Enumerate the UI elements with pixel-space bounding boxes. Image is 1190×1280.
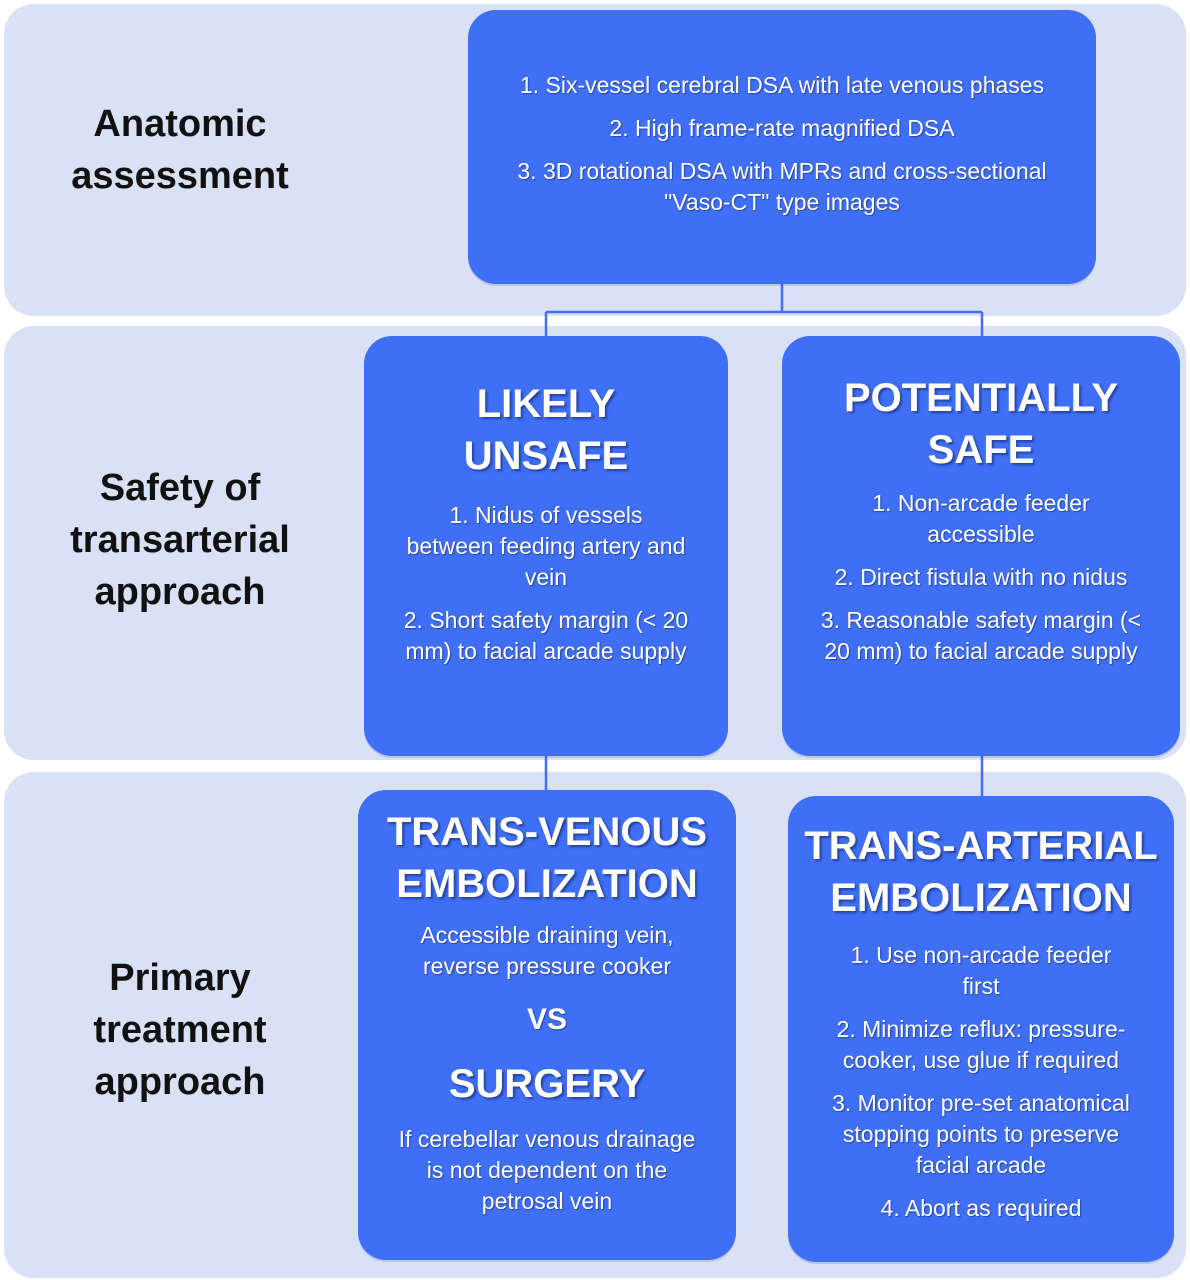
trans-venous-title (374, 806, 720, 910)
list-item: 2. Short safety margin (< 20 mm) to facial arcade supply (403, 607, 689, 664)
list-item: 3. 3D rotational DSA with MPRs and cross-sectional "Vaso-CT" type images (517, 158, 1047, 215)
trans-arterial-embolization-box (788, 796, 1174, 1262)
row-label-line: assessment (71, 155, 289, 197)
list-item: 4. Abort as required (880, 1195, 1082, 1221)
list-item: 1. Six-vessel cerebral DSA with late venous phases (519, 72, 1045, 98)
trans-venous-embolization-box (358, 790, 736, 1260)
row-label-line: approach (94, 571, 266, 613)
list-item: 1. Nidus of vessels between feeding artery and vein (406, 502, 686, 590)
title-line: EMBOLIZATION (830, 876, 1132, 920)
row-label-line: Anatomic (93, 103, 267, 145)
title-line: EMBOLIZATION (396, 862, 698, 906)
row-label-line: transarterial (70, 519, 290, 561)
surgery-description: If cerebellar venous drainage is not dependent on the petrosal vein (398, 1126, 696, 1214)
title-line: TRANS-ARTERIAL (804, 824, 1158, 868)
list-item: 2. Direct fistula with no nidus (834, 564, 1128, 590)
arterial-steps-list (802, 940, 1160, 1224)
row-label-treatment (34, 952, 326, 1108)
title-line: UNSAFE (463, 434, 629, 478)
title-line: SAFE (927, 428, 1035, 472)
row-label-anatomic-assessment (40, 98, 320, 202)
row-label-line: Safety of (99, 467, 261, 509)
anatomic-steps-list (498, 70, 1066, 218)
row-label-line: treatment (93, 1009, 267, 1051)
row-label-safety (34, 462, 326, 618)
likely-unsafe-title (386, 378, 706, 482)
title-line: TRANS-VENOUS (386, 810, 708, 854)
row-label-line: Primary (109, 957, 251, 999)
trans-arterial-title (802, 820, 1160, 924)
list-item: 2. High frame-rate magnified DSA (609, 115, 955, 141)
unsafe-criteria-list (386, 500, 706, 667)
surgery-title: SURGERY (448, 1062, 646, 1106)
safe-criteria-list (802, 488, 1160, 667)
title-line: LIKELY (476, 382, 616, 426)
row-label-line: approach (94, 1061, 266, 1103)
list-item: 2. Minimize reflux: pressure-cooker, use glue if required (836, 1016, 1126, 1073)
trans-venous-description: Accessible draining vein, reverse pressure cooker (420, 922, 674, 979)
list-item: 1. Non-arcade feeder accessible (872, 490, 1090, 547)
title-line: POTENTIALLY (843, 376, 1119, 420)
potentially-safe-title (802, 372, 1160, 476)
anatomic-assessment-box (468, 10, 1096, 284)
likely-unsafe-box (364, 336, 728, 756)
list-item: 1. Use non-arcade feeder first (850, 942, 1112, 999)
potentially-safe-box (782, 336, 1180, 756)
versus-label: VS (526, 1003, 568, 1036)
list-item: 3. Reasonable safety margin (< 20 mm) to facial arcade supply (820, 607, 1142, 664)
list-item: 3. Monitor pre-set anatomical stopping points to preserve facial arcade (832, 1090, 1130, 1178)
